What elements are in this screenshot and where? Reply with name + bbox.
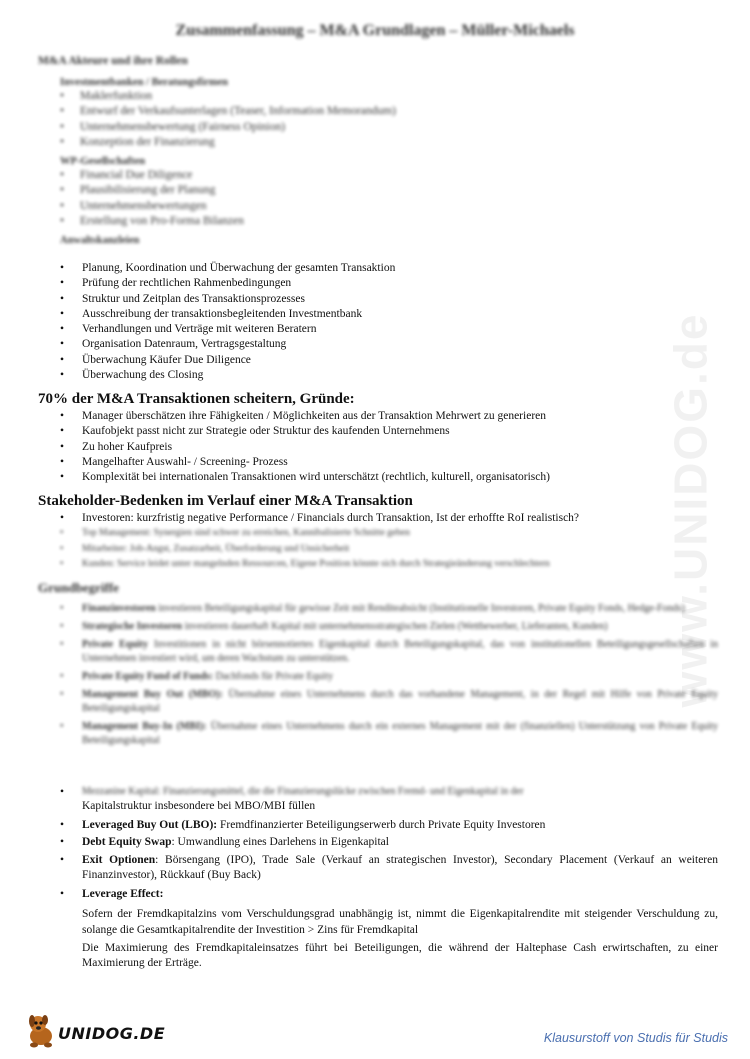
terms-list (38, 602, 718, 748)
list-item: • Komplexität bei internationalen Transaktionen wird unterschätzt (rechtlich, kulturell, organisatorisch) (38, 470, 718, 485)
term-item: • Finanzinvestoren investieren Beteiligungskapital für gewisse Zeit mit Renditeabsicht (Institutionelle Investoren, Private Equity Fonds, Hedge-Fonds) (38, 602, 718, 616)
leverage-paragraph: Die Maximierung des Fremdkapitaleinsatzes führt bei Beteiligungen, die während der Haltephase Cash erwirtschaften, zu einer Maximierung der Erträge. (82, 942, 718, 970)
list-item: • Zu hoher Kaufpreis (38, 440, 718, 455)
list-item: • Konzeption der Finanzierung (38, 135, 718, 150)
section-heading: 70% der M&A Transaktionen scheitern, Gründe: (38, 391, 355, 407)
term-item: • Private Equity Fund of Funds: Dachfonds für Private Equity (38, 670, 718, 684)
list-item: • Entwurf der Verkaufsunterlagen (Teaser, Information Memorandum) (38, 104, 718, 119)
list-item: • Prüfung der rechtlichen Rahmenbedingungen (38, 276, 718, 291)
list-item: • Planung, Koordination und Überwachung der gesamten Transaktion (38, 261, 718, 276)
page-title: Zusammenfassung – M&A Grundlagen – Müller-Michaels (175, 22, 575, 39)
term-item: • Mezzanine Kapital: Finanzierungsmittel, die die Finanzierungslücke zwischen Fremd- und Eigenkapital in der Kapitalstruktur insbesondere bei MBO/MBI füllen (38, 785, 718, 813)
dog-icon (24, 1010, 60, 1050)
group-heading: Investmentbanken / Beratungsfirmen (60, 77, 229, 88)
list-item: • Financial Due Diligence (38, 168, 718, 183)
list-item: • Kaufobjekt passt nicht zur Strategie oder Struktur des kaufenden Unternehmens (38, 424, 718, 439)
watermark: www.UNIDOG.de (664, 312, 717, 708)
term-item: • Debt Equity Swap: Umwandlung eines Darlehens in Eigenkapital (38, 835, 718, 850)
actors-heading: M&A Akteure und ihre Rollen (38, 55, 188, 67)
list-item: • Mangelhafter Auswahl- / Screening- Prozess (38, 455, 718, 470)
mezzanine-list (38, 785, 718, 813)
list-item: • Verhandlungen und Verträge mit weiteren Beratern (38, 322, 718, 337)
mezzanine-item (38, 785, 718, 813)
clear-terms-list (38, 818, 718, 902)
list-item: • Organisation Datenraum, Vertragsgestaltung (38, 337, 718, 352)
list-item: • Mitarbeiter: Job-Angst, Zusatzarbeit, Überforderung und Unsicherheit (38, 542, 718, 557)
group-list (38, 168, 718, 229)
group-list (38, 89, 718, 150)
term-item: • Leverage Effect: (38, 887, 718, 902)
unidog-logo[interactable] (24, 1010, 166, 1050)
footer-tagline: Klausurstoff von Studis für Studis (543, 1031, 728, 1045)
list-item: • Plausibilisierung der Planung (38, 183, 718, 198)
lawyer-tasks (38, 261, 718, 383)
logo-text: UNIDOG.DE (58, 1024, 166, 1043)
list-item: • Überwachung Käufer Due Diligence (38, 353, 718, 368)
list-item: • Maklerfunktion (38, 89, 718, 104)
list-item: • Investoren: kurzfristig negative Performance / Financials durch Transaktion, Ist der erhoffte RoI realistisch? (38, 511, 718, 526)
actors-section (38, 55, 718, 247)
term-item: • Private Equity Investitionen in nicht börsennotiertes Eigenkapital durch Beteiligungskapital, das von institutionellen Beteiligungsgesellschaften in Unternehmen investiert wird, um deren Wachstum zu unterstützen. (38, 638, 718, 666)
lawyer-list (38, 261, 718, 383)
failure-section (38, 391, 718, 485)
group-heading: WP-Gesellschaften (60, 156, 146, 168)
list-item: • Überwachung des Closing (38, 368, 718, 383)
group-heading: Anwaltskanzleien (60, 235, 140, 247)
clear-terms (38, 818, 718, 975)
list-item: • Erstellung von Pro-Forma Bilanzen (38, 214, 718, 229)
terms-section (38, 580, 718, 752)
list-item: • Ausschreibung der transaktionsbegleitenden Investmentbank (38, 307, 718, 322)
term-item: • Leveraged Buy Out (LBO): Fremdfinanzierter Beteiligungserwerb durch Private Equity Investoren (38, 818, 718, 833)
stakeholder-section (38, 493, 718, 572)
leverage-paragraph: Sofern der Fremdkapitalzins vom Verschuldungsgrad unabhängig ist, nimmt die Eigenkapitalrendite mit steigender Verschuldung zu, solange die Gesamtkapitalrendite der Investition > Zins für Fremdkapital (82, 908, 718, 936)
term-item: • Strategische Investoren investieren dauerhaft Kapital mit unternehmensstrategischen Zielen (Wettbewerber, Lieferanten, Kunden) (38, 620, 718, 634)
list-item: • Kunden: Service leidet unter mangelnden Ressourcen, Eigene Position könnte sich durch Strategieänderung verschlechtern (38, 557, 718, 572)
section-heading: Grundbegriffe (38, 580, 119, 595)
list-item: • Unternehmensbewertungen (38, 199, 718, 214)
term-item: • Management Buy-In (MBI): Übernahme eines Unternehmens durch ein externes Management mit der (finanziellen) Unterstützung von Private Equity Beteiligungskapital (38, 720, 718, 748)
failure-list (38, 409, 718, 485)
list-item: • Unternehmensbewertung (Fairness Opinion) (38, 120, 718, 135)
term-item: • Management Buy Out (MBO): Übernahme eines Unternehmens durch das vorhandene Management, in der Regel mit Hilfe von Private Equity Beteiligungskapital (38, 688, 718, 716)
section-heading: Stakeholder-Bedenken im Verlauf einer M&A Transaktion (38, 493, 413, 509)
list-item: • Top Management: Synergien sind schwer zu erreichen, Kannibalisierte Schnitte geben (38, 526, 718, 541)
term-item: • Exit Optionen: Börsengang (IPO), Trade Sale (Verkauf an strategischen Investor), Secondary Placement (Verkauf an weiteren Finanzinvestor), Rückkauf (Buy Back) (38, 853, 718, 884)
list-item: • Manager überschätzen ihre Fähigkeiten / Möglichkeiten aus der Transaktion Mehrwert zu generieren (38, 409, 718, 424)
list-item: • Struktur und Zeitplan des Transaktionsprozesses (38, 292, 718, 307)
stakeholder-list (38, 511, 718, 572)
